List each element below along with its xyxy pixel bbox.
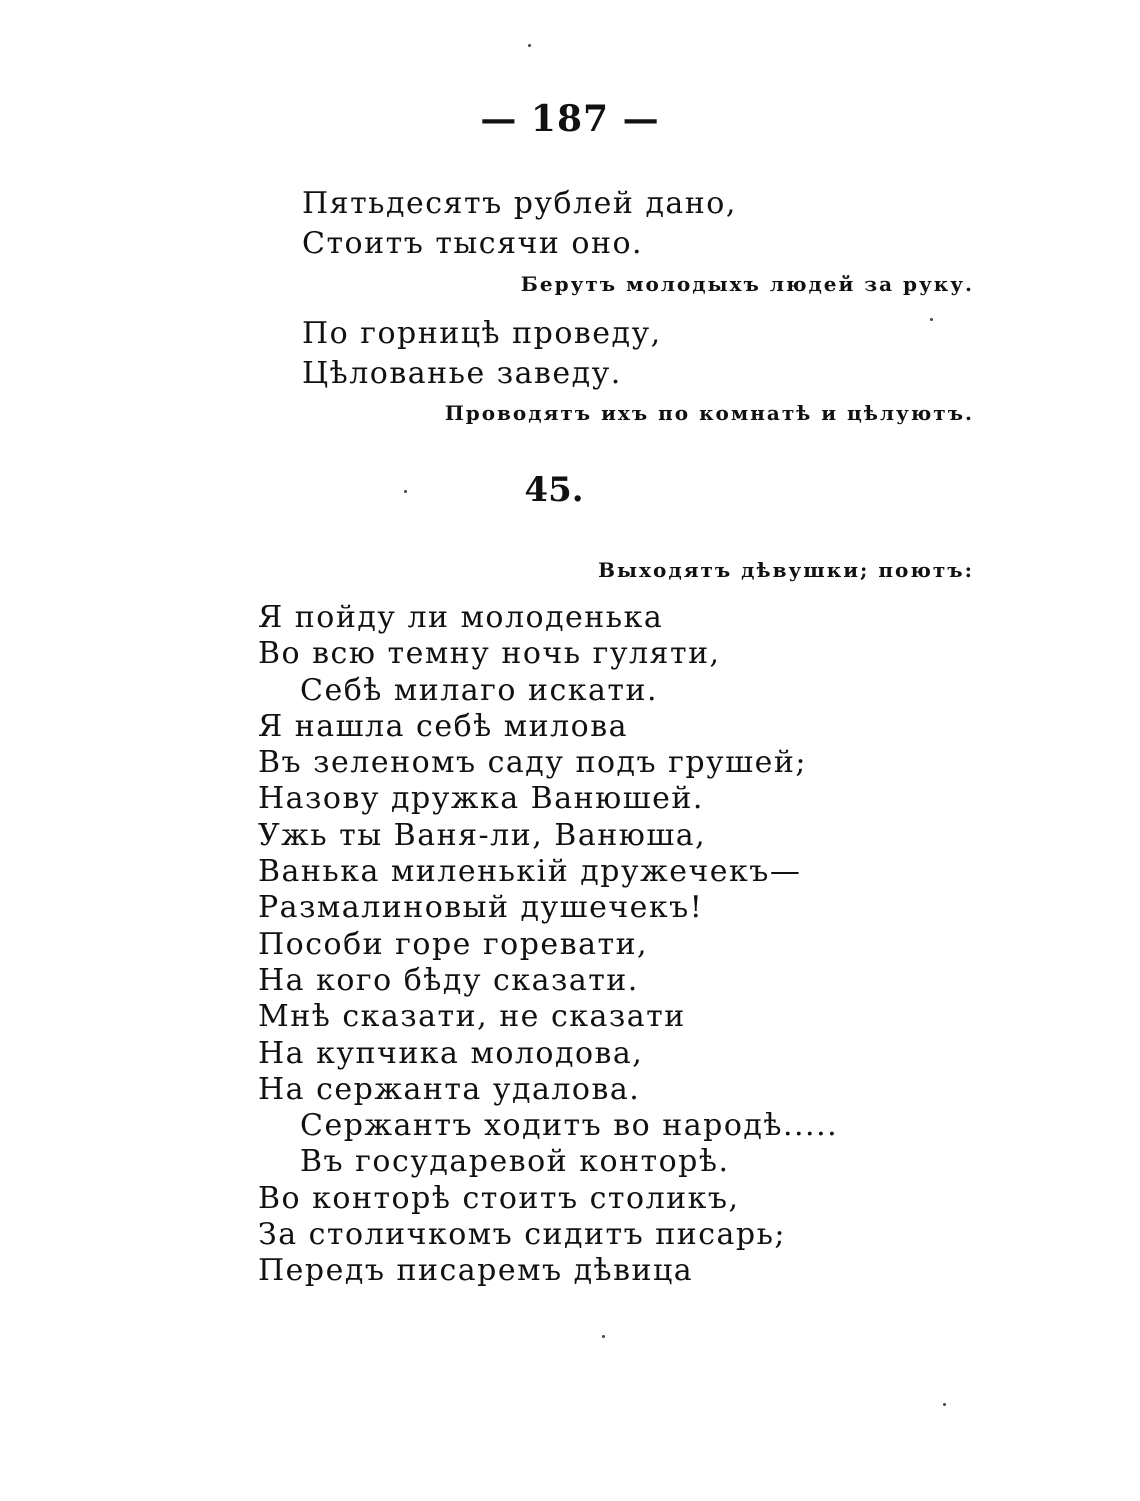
song-line: Мнѣ сказати, не сказати (258, 999, 686, 1035)
song-stage-direction: Выходятъ дѣвушки; поютъ: (598, 558, 974, 582)
song-line: Ужь ты Ваня-ли, Ванюша, (258, 817, 707, 853)
scan-speck (930, 318, 933, 321)
song-line: Себѣ милаго искати. (300, 672, 659, 708)
song-number: 45. (524, 470, 584, 510)
verse-line: По горницѣ проведу, (302, 316, 662, 351)
page-number: — 187 — (480, 98, 660, 140)
verse-stanza-2 (302, 314, 662, 394)
verse-line: Стоитъ тысячи оно. (302, 226, 644, 261)
scan-speck (528, 44, 531, 47)
song-line: На купчика молодова, (258, 1035, 644, 1071)
song-line: Въ государевой конторѣ. (300, 1144, 730, 1180)
stage-direction-1: Берутъ молодыхъ людей за руку. (520, 272, 974, 296)
scan-speck (602, 1335, 605, 1338)
song-line: На кого бѣду сказати. (258, 962, 639, 998)
song-line: Передъ писаремъ дѣвица (258, 1253, 694, 1289)
song-line: Сержантъ ходитъ во народѣ..... (300, 1108, 839, 1144)
song-line: Пособи горе горевати, (258, 926, 649, 962)
song-line: Ванька миленькій дружечекъ— (258, 854, 802, 890)
song-line: На сержанта удалова. (258, 1071, 641, 1107)
verse-line: Пятьдесятъ рублей дано, (302, 186, 737, 221)
song-line: Во всю темну ночь гуляти, (258, 636, 721, 672)
song-line: Въ зеленомъ саду подъ грушей; (258, 745, 807, 781)
stage-direction-2: Проводятъ ихъ по комнатѣ и цѣлуютъ. (444, 401, 974, 425)
verse-stanza-1 (302, 184, 737, 264)
scan-speck (404, 490, 407, 493)
song-line: Я нашла себѣ милова (258, 708, 628, 744)
song-line: Во конторѣ стоитъ столикъ, (258, 1180, 740, 1216)
song-line: Я пойду ли молоденька (258, 600, 664, 635)
verse-line: Цѣлованье заведу. (302, 356, 622, 391)
song-text (258, 600, 838, 1290)
song-line: Назову дружка Ванюшей. (258, 781, 704, 817)
scan-speck (943, 1403, 946, 1406)
song-line: Размалиновый душечекъ! (258, 890, 704, 926)
song-line: За столичкомъ сидитъ писарь; (258, 1217, 787, 1253)
